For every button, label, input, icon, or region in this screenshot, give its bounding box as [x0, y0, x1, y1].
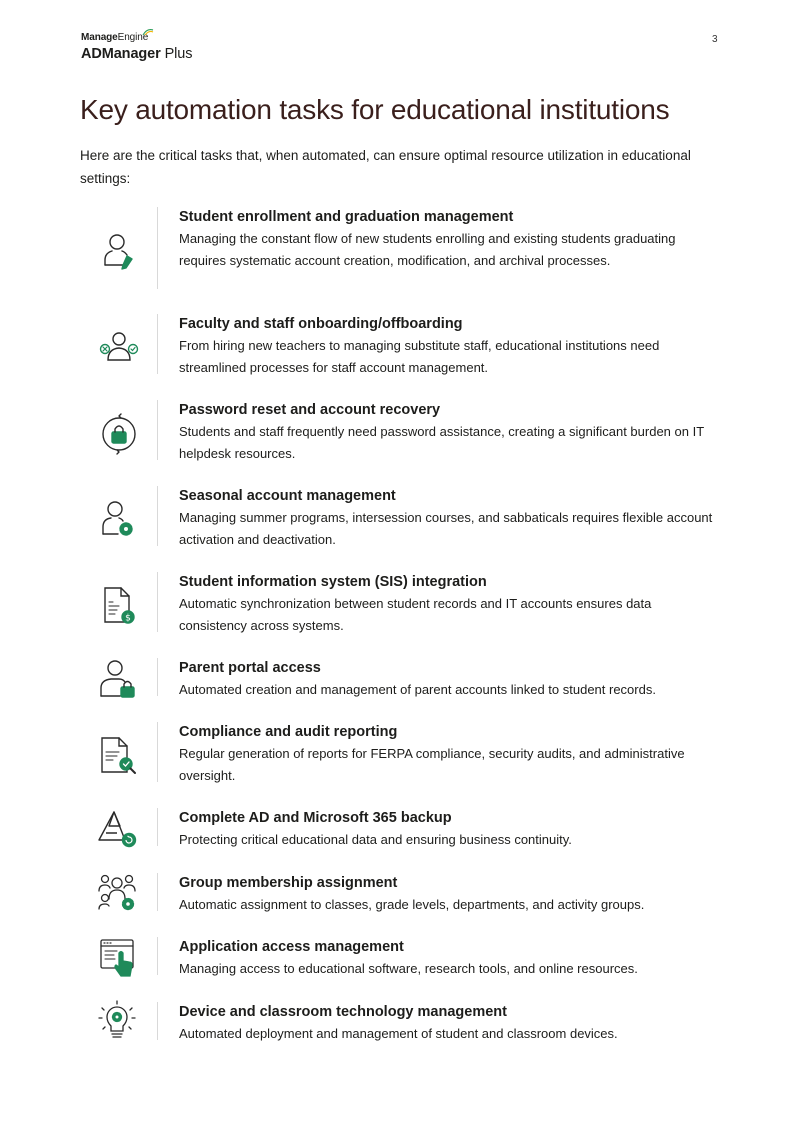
- group-settings-icon: [97, 873, 141, 917]
- task-description: Automatic assignment to classes, grade levels, departments, and activity groups.: [179, 897, 645, 912]
- task-description: Automated creation and management of parent accounts linked to student records.: [179, 682, 656, 697]
- product-name: ADManager Plus: [81, 46, 193, 62]
- manageengine-wordmark: ManageEngine: [81, 32, 148, 43]
- task-description: Students and staff frequently need password assistance, creating a significant burden on IT helpdesk resources.: [179, 424, 704, 461]
- password-reset-icon: [97, 412, 141, 456]
- logo-swoosh-icon: [142, 28, 154, 36]
- user-edit-icon: [97, 229, 141, 273]
- page-title: Key automation tasks for educational institutions: [80, 94, 670, 125]
- device-bulb-icon: [97, 1000, 141, 1044]
- task-description: Automatic synchronization between student records and IT accounts ensures data consistency across systems.: [179, 596, 652, 633]
- task-title: Device and classroom technology management: [179, 1004, 507, 1020]
- backup-icon: [97, 808, 141, 852]
- task-title: Password reset and account recovery: [179, 402, 441, 418]
- task-description: Automated deployment and management of student and classroom devices.: [179, 1026, 618, 1041]
- task-title: Student enrollment and graduation management: [179, 209, 514, 225]
- user-onboarding-icon: [97, 328, 141, 372]
- task-description: Regular generation of reports for FERPA compliance, security audits, and administrative oversight.: [179, 746, 685, 783]
- task-title: Faculty and staff onboarding/offboarding: [179, 316, 463, 332]
- task-title: Parent portal access: [179, 660, 321, 676]
- task-description: Managing summer programs, intersession courses, and sabbaticals requires flexible account activation and deactivation.: [179, 510, 713, 547]
- task-title: Complete AD and Microsoft 365 backup: [179, 810, 452, 826]
- task-title: Compliance and audit reporting: [179, 724, 398, 740]
- task-description: Protecting critical educational data and ensuring business continuity.: [179, 832, 572, 847]
- document-sync-icon: [97, 584, 141, 628]
- user-lock-icon: [97, 658, 141, 702]
- task-title: Application access management: [179, 939, 404, 955]
- task-title: Seasonal account management: [179, 488, 396, 504]
- report-audit-icon: [97, 734, 141, 778]
- user-settings-icon: [97, 498, 141, 542]
- svg-text:$: $: [125, 613, 131, 624]
- task-title: Student information system (SIS) integration: [179, 574, 487, 590]
- task-description: Managing the constant flow of new students enrolling and existing students graduating requires systematic account creation, modification, and archival processes.: [179, 231, 676, 268]
- brand-logo: [81, 27, 192, 62]
- page-number: 3: [712, 34, 718, 45]
- task-description: From hiring new teachers to managing substitute staff, educational institutions need streamlined processes for staff account management.: [179, 338, 660, 375]
- task-description: Managing access to educational software, research tools, and online resources.: [179, 961, 638, 976]
- intro-paragraph: Here are the critical tasks that, when automated, can ensure optimal resource utilization in educational settings:: [80, 148, 691, 186]
- task-title: Group membership assignment: [179, 875, 398, 891]
- application-access-icon: [97, 937, 141, 981]
